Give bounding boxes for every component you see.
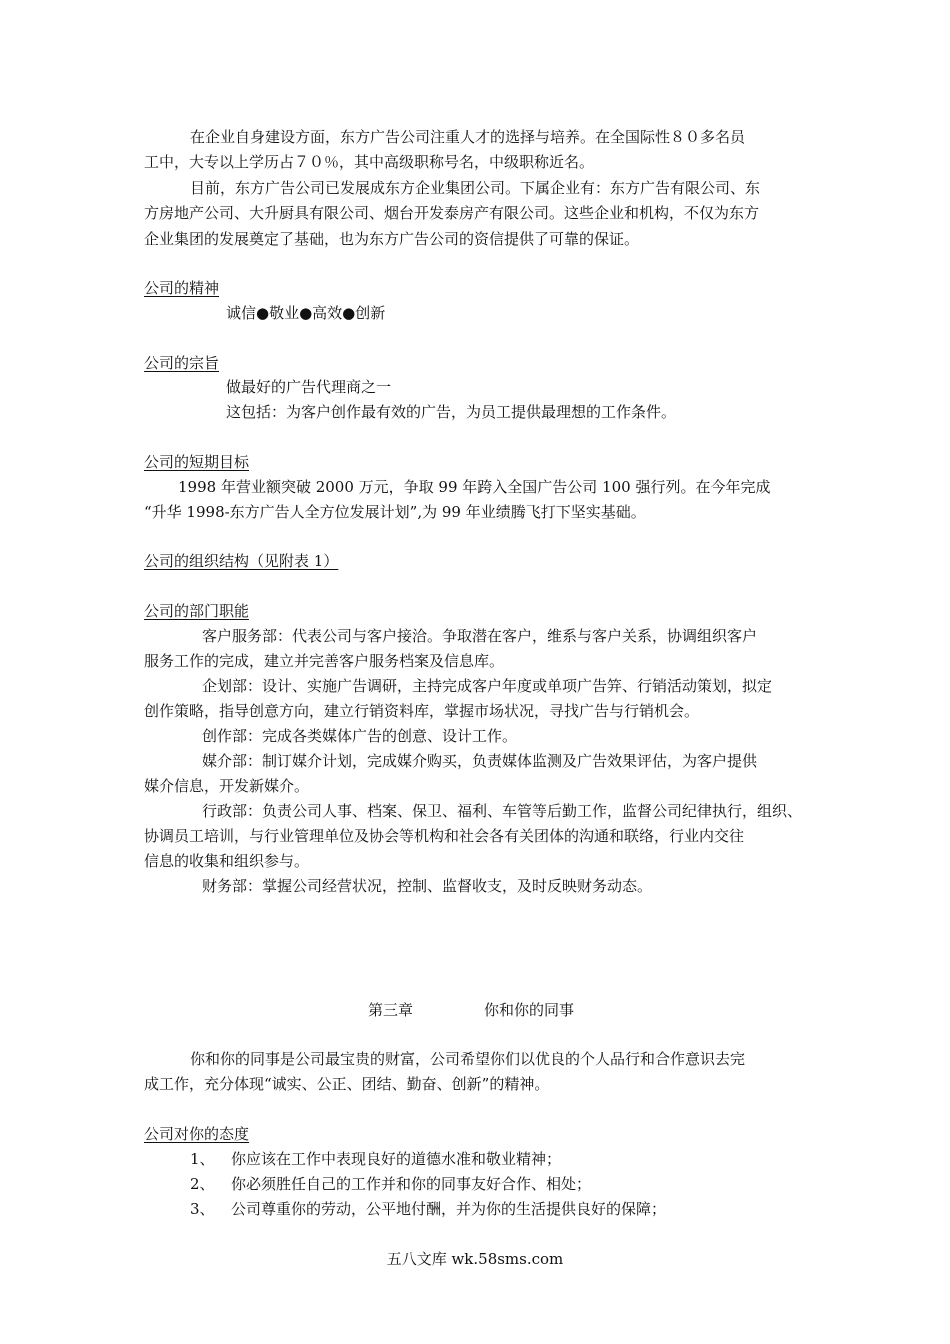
org-heading: 公司的组织结构（见附表 1） <box>144 552 339 570</box>
attitude-item-3-number: 3、 <box>190 1200 215 1218</box>
spirit-text: 诚信●敬业●高效●创新 <box>226 304 386 322</box>
dept-media-line1: 媒介部：制订媒介计划，完成媒介购买，负责媒体监测及广告效果评估，为客户提供 <box>202 752 758 770</box>
spirit-heading: 公司的精神 <box>144 279 220 297</box>
goal-line2: “升华 1998-东方广告人全方位发展计划”,为 99 年业绩腾飞打下坚实基础。 <box>144 503 646 521</box>
attitude-item-2-text: 你必须胜任自己的工作并和你的同事友好合作、相处； <box>231 1175 592 1193</box>
intro-p1-line1: 在企业自身建设方面，东方广告公司注重人才的选择与培养。在全国际性８０多名员 <box>190 128 746 146</box>
footer-watermark: 五八文库 wk.58sms.com <box>386 1250 564 1268</box>
goal-line1: 1998 年营业额突破 2000 万元，争取 99 年跨入全国广告公司 100 强行列。在今年完成 <box>178 478 771 496</box>
dept-customer-service-line1: 客户服务部：代表公司与客户接洽。争取潜在客户，维系与客户关系，协调组织客户 <box>202 627 758 645</box>
dept-planning-line1: 企划部：设计、实施广告调研，主持完成客户年度或单项广告笄、行销活动策划，拟定 <box>202 677 773 695</box>
dept-media-line2: 媒介信息，开发新媒介。 <box>144 777 310 795</box>
dept-admin-line1: 行政部：负责公司人事、档案、保卫、福利、车管等后勤工作，监督公司纪律执行，组织、 <box>202 802 803 820</box>
purpose-line2: 这包括：为客户创作最有效的广告，为员工提供最理想的工作条件。 <box>226 403 677 421</box>
dept-finance-line1: 财务部：掌握公司经营状况，控制、监督收支，及时反映财务动态。 <box>202 877 653 895</box>
chapter-paragraph-line1: 你和你的同事是公司最宝贵的财富，公司希望你们以优良的个人品行和合作意识去完 <box>190 1050 746 1068</box>
purpose-heading: 公司的宗旨 <box>144 354 220 372</box>
departments-heading: 公司的部门职能 <box>144 602 250 620</box>
dept-creative-line1: 创作部：完成各类媒体广告的创意、设计工作。 <box>202 727 518 745</box>
chapter-number: 第三章 <box>368 1001 414 1019</box>
intro-p1-line2: 工中，大专以上学历占７０％，其中高级职称号名，中级职称近名。 <box>144 153 595 171</box>
chapter-paragraph-line2: 成工作，充分体现“诚实、公正、团结、勤奋、创新”的精神。 <box>144 1075 550 1093</box>
intro-p2-line3: 企业集团的发展奠定了基础，也为东方广告公司的资信提供了可靠的保证。 <box>144 230 640 248</box>
dept-planning-line2: 创作策略，指导创意方向，建立行销资料库，掌握市场状况，寻找广告与行销机会。 <box>144 702 700 720</box>
purpose-line1: 做最好的广告代理商之一 <box>226 378 392 396</box>
attitude-item-2-number: 2、 <box>190 1175 215 1193</box>
attitude-heading: 公司对你的态度 <box>144 1125 250 1143</box>
attitude-item-3-text: 公司尊重你的劳动，公平地付酬，并为你的生活提供良好的保障； <box>231 1200 667 1218</box>
goal-heading: 公司的短期目标 <box>144 453 250 471</box>
intro-p2-line1: 目前，东方广告公司已发展成东方企业集团公司。下属企业有：东方广告有限公司、东 <box>190 179 761 197</box>
dept-admin-line2: 协调员工培训，与行业管理单位及协会等机构和社会各有关团体的沟通和联络，行业内交往 <box>144 827 745 845</box>
attitude-item-1-number: 1、 <box>190 1150 215 1168</box>
dept-customer-service-line2: 服务工作的完成，建立并完善客户服务档案及信息库。 <box>144 652 505 670</box>
attitude-item-1-text: 你应该在工作中表现良好的道德水准和敬业精神； <box>231 1150 562 1168</box>
dept-admin-line3: 信息的收集和组织参与。 <box>144 852 310 870</box>
chapter-title: 你和你的同事 <box>484 1001 575 1019</box>
intro-p2-line2: 方房地产公司、大升厨具有限公司、烟台开发泰房产有限公司。这些企业和机构，不仅为东方 <box>144 204 760 222</box>
